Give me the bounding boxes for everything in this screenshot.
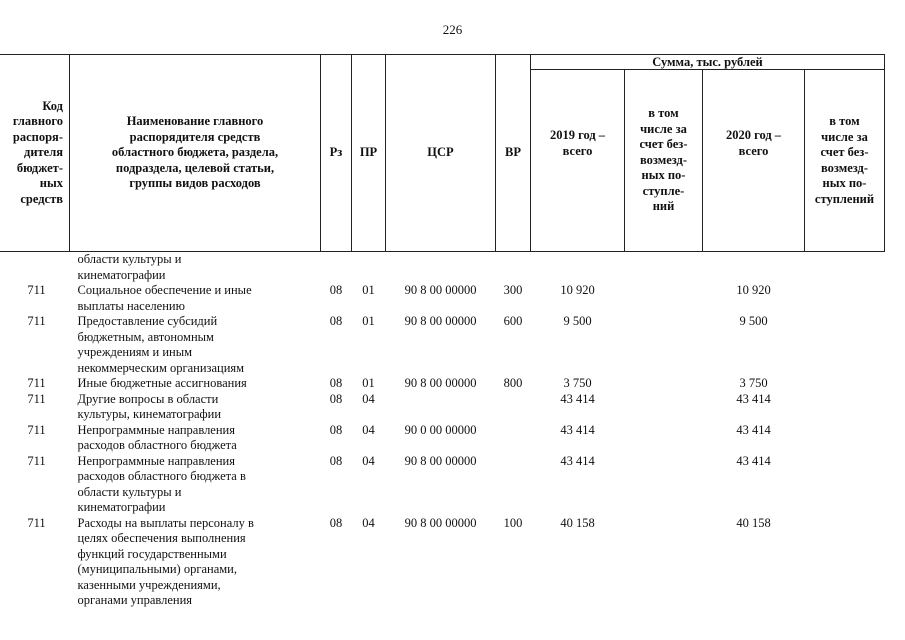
table-row <box>0 454 885 516</box>
row-vr <box>496 252 531 284</box>
row-rz: 08 <box>329 283 343 297</box>
row-2020-free <box>805 423 885 454</box>
row-pr: 04 <box>362 515 375 530</box>
row-name: Расходы на выплаты персоналу в целях обеспечения выполнения функций государственными (муниципальными) органами, казенными учреждениями, органами управления <box>77 515 254 607</box>
table-header <box>0 55 885 252</box>
row-rz: 08 <box>329 314 343 328</box>
header-code: Код главного распоря- дителя бюджет- ных средств <box>0 55 70 252</box>
row-name: Непрограммные направления расходов областного бюджета в области культуры и кинематографии <box>77 453 246 514</box>
row-pr: 04 <box>362 422 375 437</box>
row-rz: 08 <box>329 376 343 390</box>
table-row <box>0 516 885 609</box>
row-rz: 08 <box>329 422 343 437</box>
row-code: 711 <box>27 283 46 297</box>
row-2020-total: 3 750 <box>739 376 768 390</box>
row-rz <box>321 252 352 284</box>
row-2019-free <box>625 423 703 454</box>
row-name: Социальное обеспечение и иные выплаты населению <box>77 283 252 313</box>
row-csr <box>386 252 496 284</box>
table-body <box>0 252 885 609</box>
row-csr <box>386 392 496 423</box>
budget-table <box>0 54 885 609</box>
row-name: Непрограммные направления расходов областного бюджета <box>77 422 237 452</box>
row-csr: 90 0 00 00000 <box>404 422 477 437</box>
row-2019-free <box>625 252 703 284</box>
table-row <box>0 392 885 423</box>
row-pr <box>352 252 386 284</box>
row-name: области культуры и кинематографии <box>77 252 182 282</box>
row-2019-free <box>625 392 703 423</box>
row-code: 711 <box>27 515 46 530</box>
row-2020-free <box>805 454 885 516</box>
row-rz: 08 <box>329 391 343 406</box>
page-number: 226 <box>442 22 463 37</box>
row-csr: 90 8 00 00000 <box>404 283 477 297</box>
row-2019-total: 43 414 <box>560 453 595 468</box>
row-2019-total: 3 750 <box>563 376 592 390</box>
row-code: 711 <box>27 376 46 390</box>
header-2019-total: 2019 год – всего <box>531 70 625 252</box>
header-2020-free: в том числе за счет без- возмезд- ных по- ступлений <box>805 70 885 252</box>
header-csr: ЦСР <box>386 55 496 252</box>
row-2019-total: 10 920 <box>560 283 595 297</box>
row-2020-free <box>805 376 885 392</box>
row-pr: 04 <box>362 453 375 468</box>
row-2020-free <box>805 283 885 314</box>
table-row <box>0 376 885 392</box>
header-2020-total: 2020 год – всего <box>703 70 805 252</box>
row-2019-free <box>625 283 703 314</box>
row-vr: 600 <box>503 314 523 328</box>
row-2020-free <box>805 252 885 284</box>
row-2019-total <box>531 252 625 284</box>
row-name: Иные бюджетные ассигнования <box>77 376 247 390</box>
row-2020-free <box>805 392 885 423</box>
row-rz: 08 <box>329 453 343 468</box>
table-row <box>0 252 885 284</box>
row-2020-free <box>805 516 885 609</box>
row-pr: 04 <box>362 391 375 406</box>
row-2019-total: 40 158 <box>560 515 595 530</box>
row-vr <box>496 392 531 423</box>
row-vr <box>496 454 531 516</box>
row-name: Предоставление субсидий бюджетным, автономным учреждениям и иным некоммерческим организациям <box>77 314 245 375</box>
row-csr: 90 8 00 00000 <box>404 453 477 468</box>
table-row <box>0 314 885 376</box>
row-csr: 90 8 00 00000 <box>404 376 477 390</box>
row-2019-total: 9 500 <box>563 314 592 328</box>
row-code: 711 <box>27 391 46 406</box>
row-code <box>0 252 70 284</box>
row-2019-free <box>625 376 703 392</box>
row-2019-total: 43 414 <box>560 422 595 437</box>
row-pr: 01 <box>362 376 375 390</box>
table-row <box>0 283 885 314</box>
header-name: Наименование главного распорядителя средств областного бюджета, раздела, подраздела, целевой статьи, группы видов расходов <box>70 55 321 252</box>
row-pr: 01 <box>362 283 375 297</box>
row-code: 711 <box>27 453 46 468</box>
row-2019-free <box>625 454 703 516</box>
row-pr: 01 <box>362 314 375 328</box>
header-rz: Рз <box>321 55 352 252</box>
table-row <box>0 423 885 454</box>
row-2020-total <box>703 252 805 284</box>
row-vr <box>496 423 531 454</box>
row-2020-free <box>805 314 885 376</box>
row-2020-total: 9 500 <box>739 314 768 328</box>
row-code: 711 <box>27 422 46 437</box>
row-csr: 90 8 00 00000 <box>404 314 477 328</box>
header-sum-title: Сумма, тыс. рублей <box>531 55 885 70</box>
header-vr: ВР <box>496 55 531 252</box>
row-2020-total: 43 414 <box>736 422 771 437</box>
row-2020-total: 40 158 <box>736 515 771 530</box>
row-2019-free <box>625 516 703 609</box>
row-rz: 08 <box>329 515 343 530</box>
row-2020-total: 10 920 <box>736 283 771 297</box>
row-vr: 800 <box>503 376 523 390</box>
row-vr: 100 <box>503 515 523 530</box>
row-vr: 300 <box>503 283 523 297</box>
row-csr: 90 8 00 00000 <box>404 515 477 530</box>
row-2019-total: 43 414 <box>560 391 595 406</box>
row-2020-total: 43 414 <box>736 391 771 406</box>
row-name: Другие вопросы в области культуры, кинематографии <box>77 391 222 421</box>
header-2019-free: в том числе за счет без- возмезд- ных по- ступле- ний <box>625 70 703 252</box>
header-pr: ПР <box>352 55 386 252</box>
row-2020-total: 43 414 <box>736 453 771 468</box>
row-code: 711 <box>27 314 46 328</box>
row-2019-free <box>625 314 703 376</box>
